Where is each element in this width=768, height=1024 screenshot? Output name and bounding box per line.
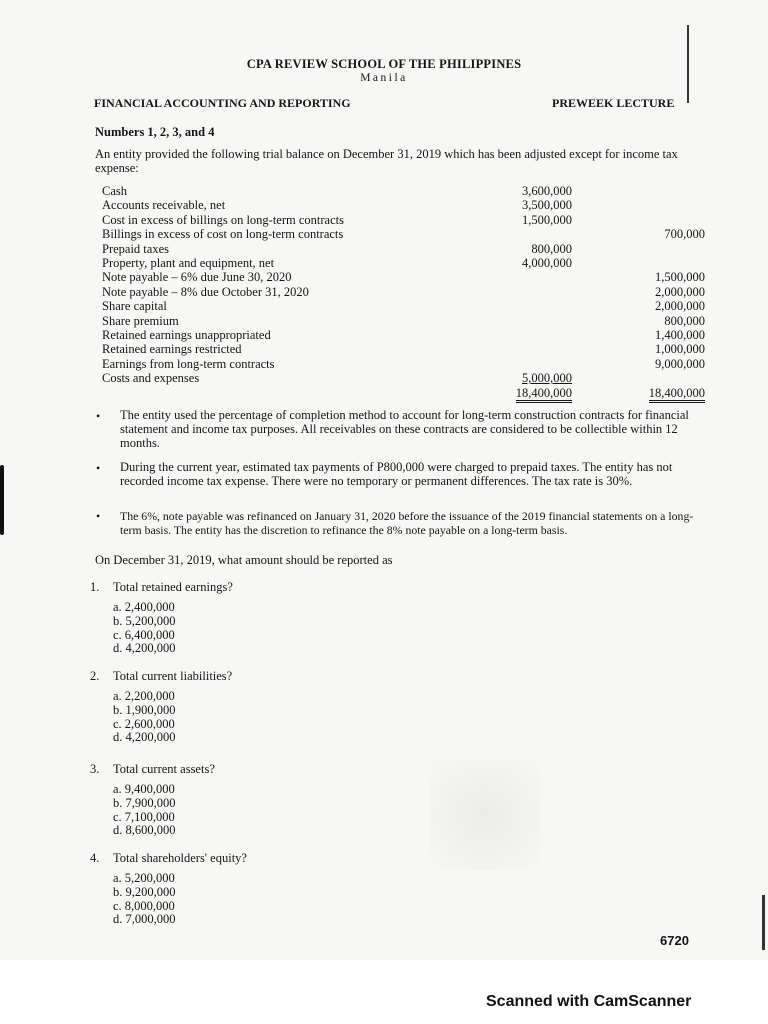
numbers-title: Numbers 1, 2, 3, and 4 — [95, 125, 215, 139]
answer-option: c. 7,100,000 — [113, 809, 175, 824]
tb-debit-amount: 3,500,000 — [522, 198, 572, 213]
tb-account-label: Billings in excess of cost on long-term contracts — [102, 227, 344, 242]
answer-option: d. 4,200,000 — [113, 641, 176, 656]
tb-account-label: Share premium — [102, 313, 179, 328]
tb-account-label: Note payable – 8% due October 31, 2020 — [102, 284, 309, 299]
answer-option: a. 9,400,000 — [113, 782, 175, 796]
tb-total-debit-cell — [470, 386, 572, 401]
tb-debit-amount: 1,500,000 — [522, 212, 572, 227]
tb-credit-amount: 1,000,000 — [655, 342, 705, 357]
show-through-shadow — [430, 760, 540, 870]
answer-option: d. 8,600,000 — [113, 823, 176, 838]
tb-total-debit: 18,400,000 — [516, 386, 572, 403]
answer-option: d. 4,200,000 — [113, 730, 176, 745]
answer-option: a. 2,400,000 — [113, 600, 175, 614]
lecture-title: PREWEEK LECTURE — [552, 96, 675, 110]
tb-total-credit-cell — [600, 386, 705, 401]
tb-credit-amount: 9,000,000 — [655, 356, 705, 371]
tb-account-label: Retained earnings unappropriated — [102, 328, 271, 342]
tb-credit-amount: 700,000 — [664, 227, 705, 242]
tb-debit-amount: 800,000 — [531, 241, 572, 256]
tb-account-label: Note payable – 6% due June 30, 2020 — [102, 270, 292, 285]
answer-option: c. 8,000,000 — [113, 898, 175, 913]
bullet-marker: • — [96, 409, 101, 423]
answer-option: b. 1,900,000 — [113, 702, 176, 717]
bullet-item: The entity used the percentage of completion method to account for long-term construction contracts for financial statement and income tax purposes. All receivables on these contracts are considered to be collectible within 12 months. — [120, 408, 689, 450]
answer-option: a. 2,200,000 — [113, 689, 175, 703]
tb-account-label: Costs and expenses — [102, 371, 200, 386]
answer-option: c. 2,600,000 — [113, 716, 175, 731]
school-city: Manila — [360, 72, 408, 84]
tb-account-label: Retained earnings restricted — [102, 342, 242, 357]
tb-account-label: Accounts receivable, net — [102, 198, 226, 213]
scan-edge-mark-left — [0, 465, 4, 535]
tb-account-label: Earnings from long-term contracts — [102, 356, 275, 371]
tb-account-label: Property, plant and equipment, net — [102, 256, 275, 270]
question-text: Total current assets? — [113, 762, 215, 776]
subject-title: FINANCIAL ACCOUNTING AND REPORTING — [94, 96, 351, 110]
tb-debit-amount: 3,600,000 — [522, 184, 572, 198]
scanner-watermark: Scanned with CamScanner — [486, 993, 692, 1010]
question-number: 4. — [90, 851, 100, 865]
answer-option: b. 9,200,000 — [113, 884, 176, 899]
bullet-item: The 6%, note payable was refinanced on January 31, 2020 before the issuance of the 2019 financial statements on a long-term basis. The entity has the discretion to refinance the 8% note payable on a long-term basis. — [120, 509, 694, 537]
tb-credit-amount: 800,000 — [664, 313, 705, 328]
answer-option: a. 5,200,000 — [113, 871, 175, 885]
answer-option: b. 5,200,000 — [113, 613, 176, 628]
question-lead: On December 31, 2019, what amount should be reported as — [95, 553, 393, 567]
tb-credit-amount: 2,000,000 — [655, 284, 705, 299]
school-name: CPA REVIEW SCHOOL OF THE PHILIPPINES — [246, 57, 522, 71]
problem-intro: An entity provided the following trial balance on December 31, 2019 which has been adjusted except for income tax expense: — [95, 147, 678, 175]
bullet-marker: • — [96, 509, 101, 523]
tb-account-label: Prepaid taxes — [102, 241, 169, 256]
question-text: Total shareholders' equity? — [113, 851, 247, 865]
tb-credit-amount: 1,500,000 — [655, 270, 705, 285]
tb-debit-amount: 5,000,000 — [522, 371, 572, 386]
scanner-footer — [0, 960, 768, 1024]
tb-credit-amount: 1,400,000 — [655, 328, 705, 342]
question-text: Total current liabilities? — [113, 669, 233, 683]
answer-option: c. 6,400,000 — [113, 627, 175, 642]
tb-account-label: Cost in excess of billings on long-term contracts — [102, 212, 344, 227]
tb-account-label: Cash — [102, 184, 127, 198]
question-text: Total retained earnings? — [113, 580, 233, 594]
tb-credit-amount: 2,000,000 — [655, 299, 705, 314]
bullet-item: During the current year, estimated tax payments of P800,000 were charged to prepaid taxes. The entity has not recorded income tax expense. There were no temporary or permanent differences. The tax rate is 30%. — [120, 460, 673, 488]
scan-edge-mark-right — [762, 895, 765, 950]
tb-total-credit: 18,400,000 — [649, 386, 705, 403]
tb-account-label: Share capital — [102, 299, 167, 314]
question-number: 2. — [90, 669, 100, 683]
tb-debit-amount: 4,000,000 — [522, 256, 572, 270]
question-number: 1. — [90, 580, 100, 594]
bullet-marker: • — [96, 461, 101, 475]
answer-option: b. 7,900,000 — [113, 795, 176, 810]
question-number: 3. — [90, 762, 100, 776]
answer-option: d. 7,000,000 — [113, 912, 176, 927]
page-number: 6720 — [660, 933, 689, 948]
